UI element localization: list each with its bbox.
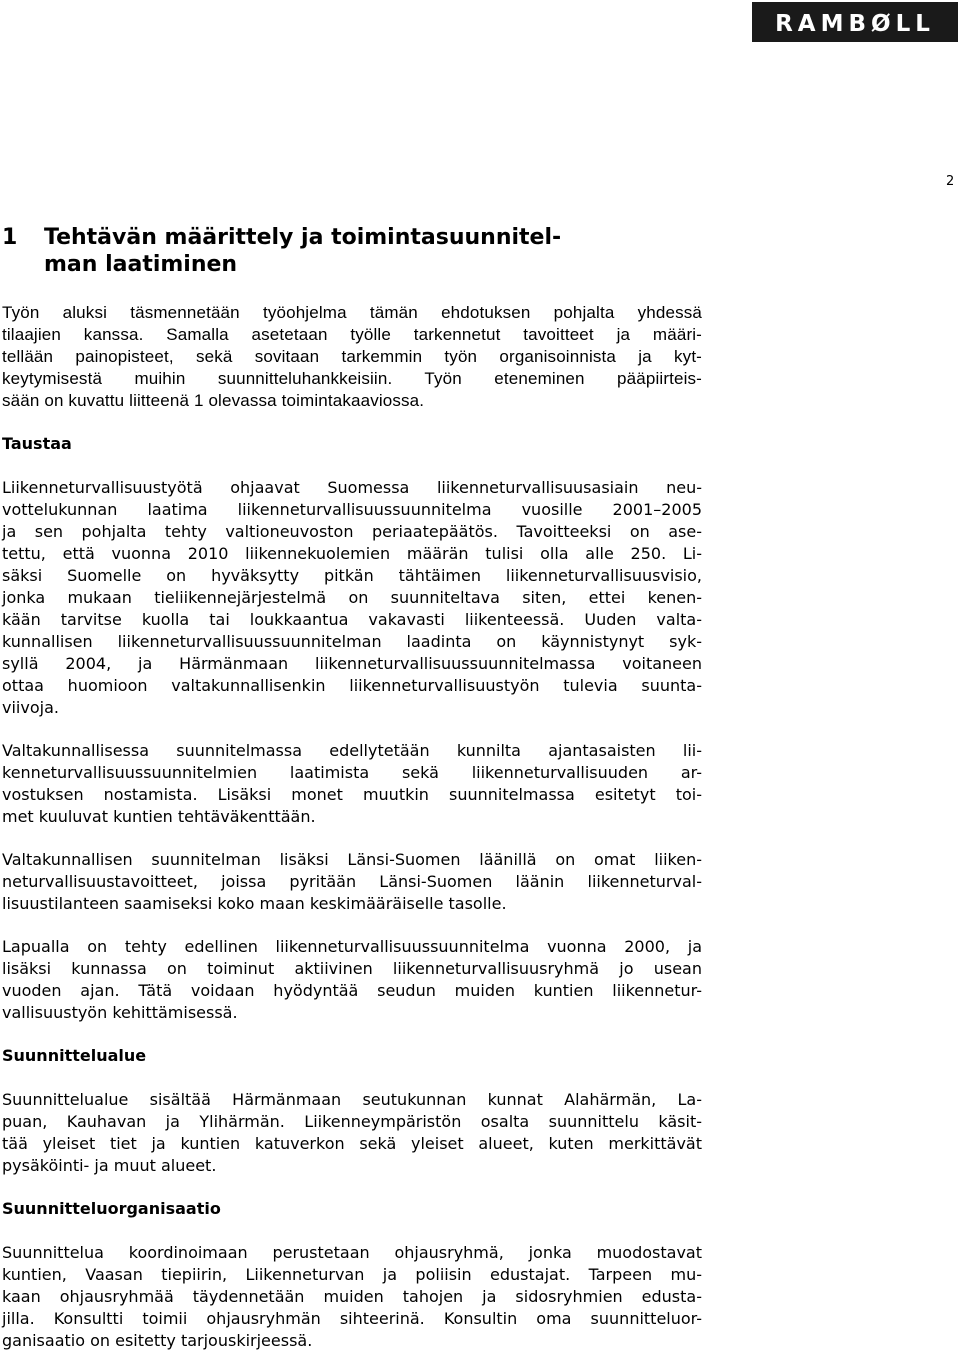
text-line: Suunnittelualue sisältää Härmänmaan seutukunnan kunnat Alahärmän, La- <box>2 1090 702 1109</box>
text-line: ganisaatio on esitetty tarjouskirjeessä. <box>2 1331 313 1350</box>
text-line: kenneturvallisuussuunnitelmien laatimista sekä liikenneturvallisuuden ar- <box>2 763 702 782</box>
section-title-line: Tehtävän määrittely ja toimintasuunnitel- <box>44 225 562 250</box>
ramboll-logo-icon <box>752 2 958 42</box>
text-line: keytymisestä muihin suunnitteluhankkeisiin. Työn eteneminen pääpiirteis- <box>2 369 702 388</box>
section-title-line: man laatiminen <box>44 252 238 277</box>
text-line: Suunnittelua koordinoimaan perustetaan ohjausryhmä, jonka muodostavat <box>2 1243 702 1262</box>
text-line: pysäköinti- ja muut alueet. <box>2 1156 217 1175</box>
text-line: lisuustilanteen saamiseksi koko maan keskimääräiselle tasolle. <box>2 894 507 913</box>
subheading-suunnittelualue: Suunnittelualue <box>2 1046 147 1065</box>
ramboll-logo <box>752 2 958 42</box>
text-line: vottelukunnan laatima liikenneturvallisuussuunnitelma vuosille 2001–2005 <box>2 500 702 519</box>
text-line: kunnallisen liikenneturvallisuussuunnitelman laadinta on käynnistynyt syk- <box>2 632 702 651</box>
page-number: 2 <box>946 174 955 189</box>
text-line: säksi Suomelle on hyväksytty pitkän tähtäimen liikenneturvallisuusvisio, <box>2 566 702 585</box>
text-line: Työn aluksi täsmennetään työohjelma tämän ehdotuksen pohjalta yhdessä <box>2 303 702 322</box>
text-line: ottaa huomioon valtakunnallisenkin liikenneturvallisuustyön tulevia suunta- <box>2 676 702 695</box>
text-line: sään on kuvattu liitteenä 1 olevassa toimintakaaviossa. <box>2 391 425 410</box>
text-line: viivoja. <box>2 698 59 717</box>
text-line: Liikenneturvallisuustyötä ohjaavat Suomessa liikenneturvallisuusasiain neu- <box>2 478 702 497</box>
text-line: jonka mukaan tieliikennejärjestelmä on suunniteltava siten, ettei kenen- <box>2 588 702 607</box>
text-line: tettu, että vuonna 2010 liikennekuolemien määrän tulisi olla alle 250. Li- <box>2 544 702 563</box>
text-line: Valtakunnallisessa suunnitelmassa edellytetään kunnilta ajantasaisten lii- <box>2 741 702 760</box>
section-title <box>44 224 684 278</box>
text-line: jilla. Konsultti toimii ohjausryhmän sihteerinä. Konsultin oma suunnitteluor- <box>2 1309 702 1328</box>
subheading-suunnitteluorganisaatio: Suunnitteluorganisaatio <box>2 1199 221 1218</box>
text-line: Lapualla on tehty edellinen liikenneturvallisuussuunnitelma vuonna 2000, ja <box>2 937 702 956</box>
text-line: ja sen pohjalta tehty valtioneuvoston periaatepäätös. Tavoitteeksi on ase- <box>2 522 702 541</box>
section-number: 1 <box>2 225 18 250</box>
text-line: kään tarvitse kuolla tai loukkaantua vakavasti liikenteessä. Uuden valta- <box>2 610 702 629</box>
text-line: tellään painopisteet, sekä sovitaan tarkemmin työn organisoinnista ja kyt- <box>2 347 702 366</box>
text-line: met kuuluvat kuntien tehtäväkenttään. <box>2 807 316 826</box>
logo-wordmark: RAMBØLL <box>775 11 935 37</box>
subheading-taustaa: Taustaa <box>2 434 72 453</box>
text-line: kuntien, Vaasan tiepiirin, Liikenneturvan ja poliisin edustajat. Tarpeen mu- <box>2 1265 702 1284</box>
text-line: tää yleiset tiet ja kuntien katuverkon sekä yleiset alueet, kuten merkittävät <box>2 1134 702 1153</box>
text-line: kaan ohjausryhmää täydennetään muiden tahojen ja sidosryhmien edusta- <box>2 1287 702 1306</box>
text-line: vostuksen nostamista. Lisäksi monet muutkin suunnitelmassa esitetyt toi- <box>2 785 702 804</box>
text-line: vuoden ajan. Tätä voidaan hyödyntää seudun muiden kuntien liikennetur- <box>2 981 702 1000</box>
text-line: puan, Kauhavan ja Ylihärmän. Liikenneympäristön osalta suunnittelu käsit- <box>2 1112 702 1131</box>
text-line: Valtakunnallisen suunnitelman lisäksi Länsi-Suomen läänillä on omat liiken- <box>2 850 702 869</box>
text-line: tilaajien kanssa. Samalla asetetaan työlle tarkennetut tavoitteet ja määri- <box>2 325 702 344</box>
text-line: neturvallisuustavoitteet, joissa pyritään Länsi-Suomen läänin liikenneturval- <box>2 872 702 891</box>
text-line: vallisuustyön kehittämisessä. <box>2 1003 238 1022</box>
text-line: syllä 2004, ja Härmänmaan liikenneturvallisuussuunnitelmassa voitaneen <box>2 654 702 673</box>
text-line: lisäksi kunnassa on toiminut aktiivinen liikenneturvallisuusryhmä jo usean <box>2 959 702 978</box>
